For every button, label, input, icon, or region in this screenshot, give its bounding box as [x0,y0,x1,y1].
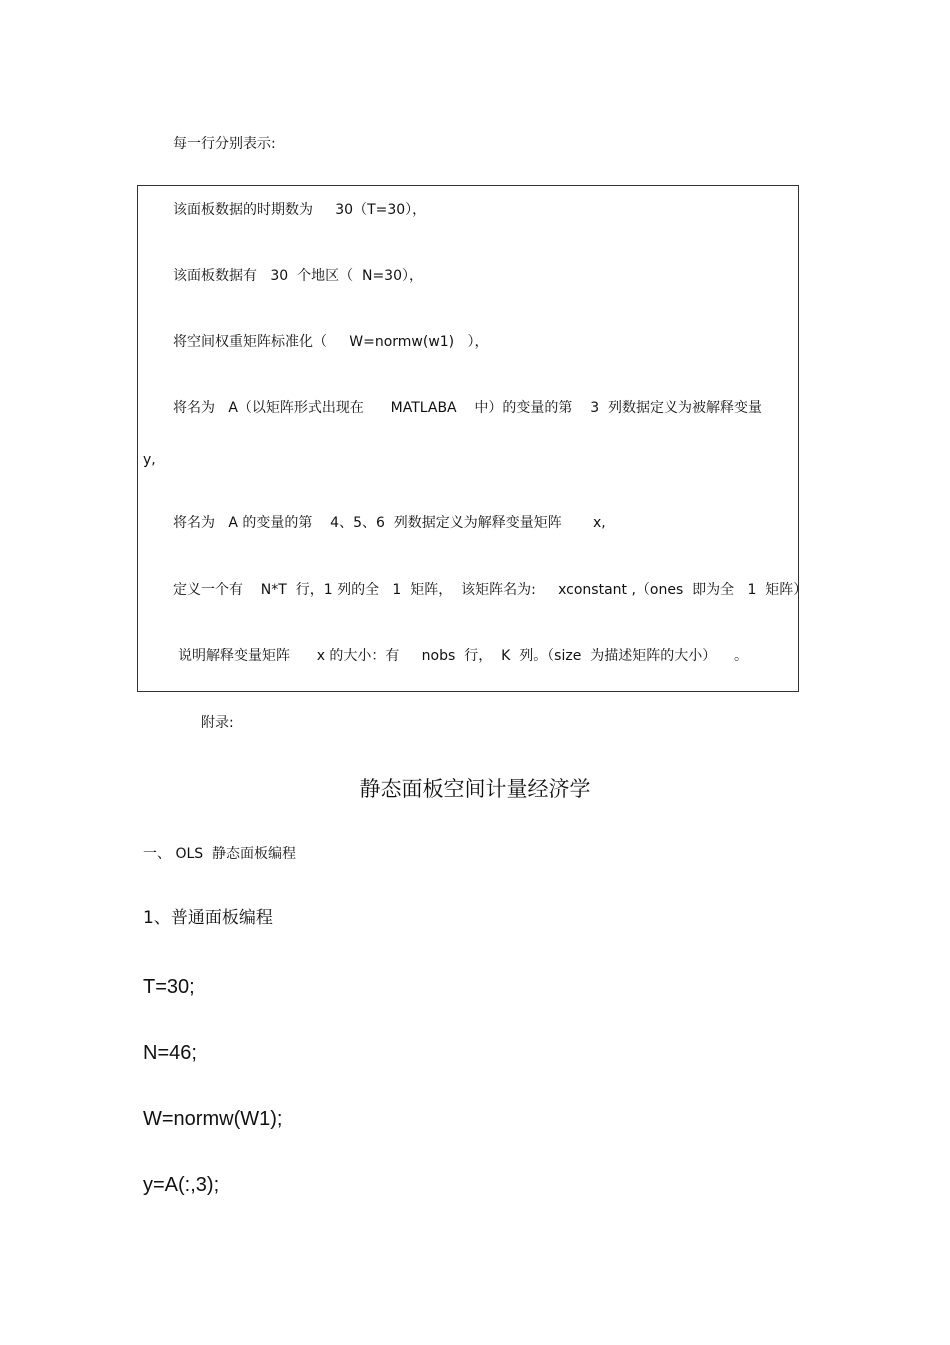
appendix-label: 附录: [201,715,234,731]
section-heading: 一、 OLS 静态面板编程 [143,846,297,862]
intro-text: 每一行分别表示: [173,136,276,152]
code-line: y=A(:,3); [143,1174,220,1196]
box-line-dependent-var-cont: y, [143,452,156,468]
box-line-constant: 定义一个有 N*T 行，1 列的全 1 矩阵， 该矩阵名为: xconstant ,（ones 即为全 1 矩阵） [173,582,808,598]
code-line: T=30; [143,976,195,998]
box-line-periods: 该面板数据的时期数为 30（T=30）， [173,202,427,218]
subsection-heading: 1、普通面板编程 [143,908,273,928]
page-title: 静态面板空间计量经济学 [359,777,591,801]
box-line-regions: 该面板数据有 30 个地区（ N=30）， [173,268,423,284]
code-line: N=46; [143,1042,197,1064]
box-line-dependent-var: 将名为 A（以矩阵形式出现在 MATLABA 中）的变量的第 3 列数据定义为被解释变量 [173,400,763,416]
description-box [137,185,799,692]
box-line-weights: 将空间权重矩阵标准化（ W=normw(w1) ）， [173,334,489,350]
box-line-explanatory-vars: 将名为 A 的变量的第 4、5、6 列数据定义为解释变量矩阵 x, [173,515,606,531]
code-line: W=normw(W1); [143,1108,283,1130]
box-line-size: 说明解释变量矩阵 x 的大小：有 nobs 行， K 列。（size 为描述矩阵的大小） 。 [178,648,749,664]
